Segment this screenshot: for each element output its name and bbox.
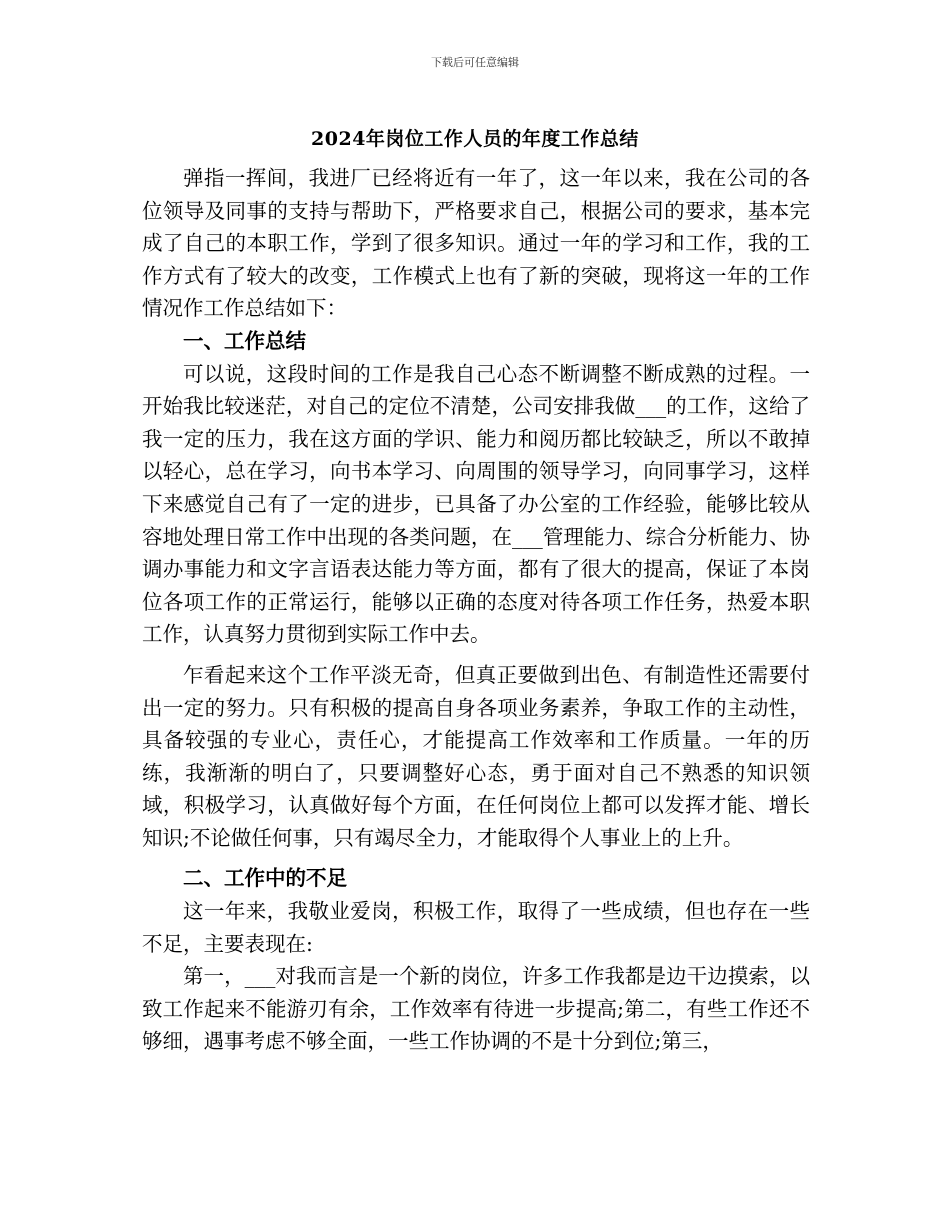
paragraph-shortcomings-list: 第一，___对我而言是一个新的岗位，许多工作我都是边干边摸索，以致工作起来不能游刃有余，工作效率有待进一步提高;第二，有些工作还不够细，遇事考虑不够全面，一些工作协调的不是十分到位;第三， [142,964,810,1054]
paragraph-intro: 弹指一挥间，我进厂已经将近有一年了，这一年以来，我在公司的各位领导及同事的支持与帮助下，严格要求自己，根据公司的要求，基本完成了自己的本职工作，学到了很多知识。通过一年的学习和工作，我的工作方式有了较大的改变，工作模式上也有了新的突破，现将这一年的工作情况作工作总结如下： [142,166,810,321]
section-heading-shortcomings: 二、工作中的不足 [183,866,347,891]
paragraph-effort: 乍看起来这个工作平淡无奇，但真正要做到出色、有制造性还需要付出一定的努力。只有积极的提高自身各项业务素养，争取工作的主动性，具备较强的专业心，责任心，才能提高工作效率和工作质量。一年的历练，我渐渐的明白了，只要调整好心态，勇于面对自己不熟悉的知识领域，积极学习，认真做好每个方面，在任何岗位上都可以发挥才能、增长知识;不论做任何事，只有竭尽全力，才能取得个人事业上的上升。 [142,662,810,850]
paragraph-work-summary: 可以说，这段时间的工作是我自己心态不断调整不断成熟的过程。一开始我比较迷茫，对自己的定位不清楚，公司安排我做___的工作，这给了我一定的压力，我在这方面的学识、能力和阅历都比较缺乏，所以不敢掉以轻心，总在学习，向书本学习、向周围的领导学习，向同事学习，这样下来感觉自己有了一定的进步，已具备了办公室的工作经验，能够比较从容地处理日常工作中出现的各类问题，在___管理能力、综合分析能力、协调办事能力和文字言语表达能力等方面，都有了很大的提高，保证了本岗位各项工作的正常运行，能够以正确的态度对待各项工作任务，热爱本职工作，认真努力贯彻到实际工作中去。 [142,361,810,647]
document-title: 2024年岗位工作人员的年度工作总结 [311,128,639,150]
document-body [142,162,810,1058]
paragraph-shortcomings-intro: 这一年来，我敬业爱岗，积极工作，取得了一些成绩，但也存在一些不足，主要表现在: [142,899,810,956]
section-heading-work-summary: 一、工作总结 [183,328,306,353]
header-note: 下载后可任意编辑 [431,56,519,69]
